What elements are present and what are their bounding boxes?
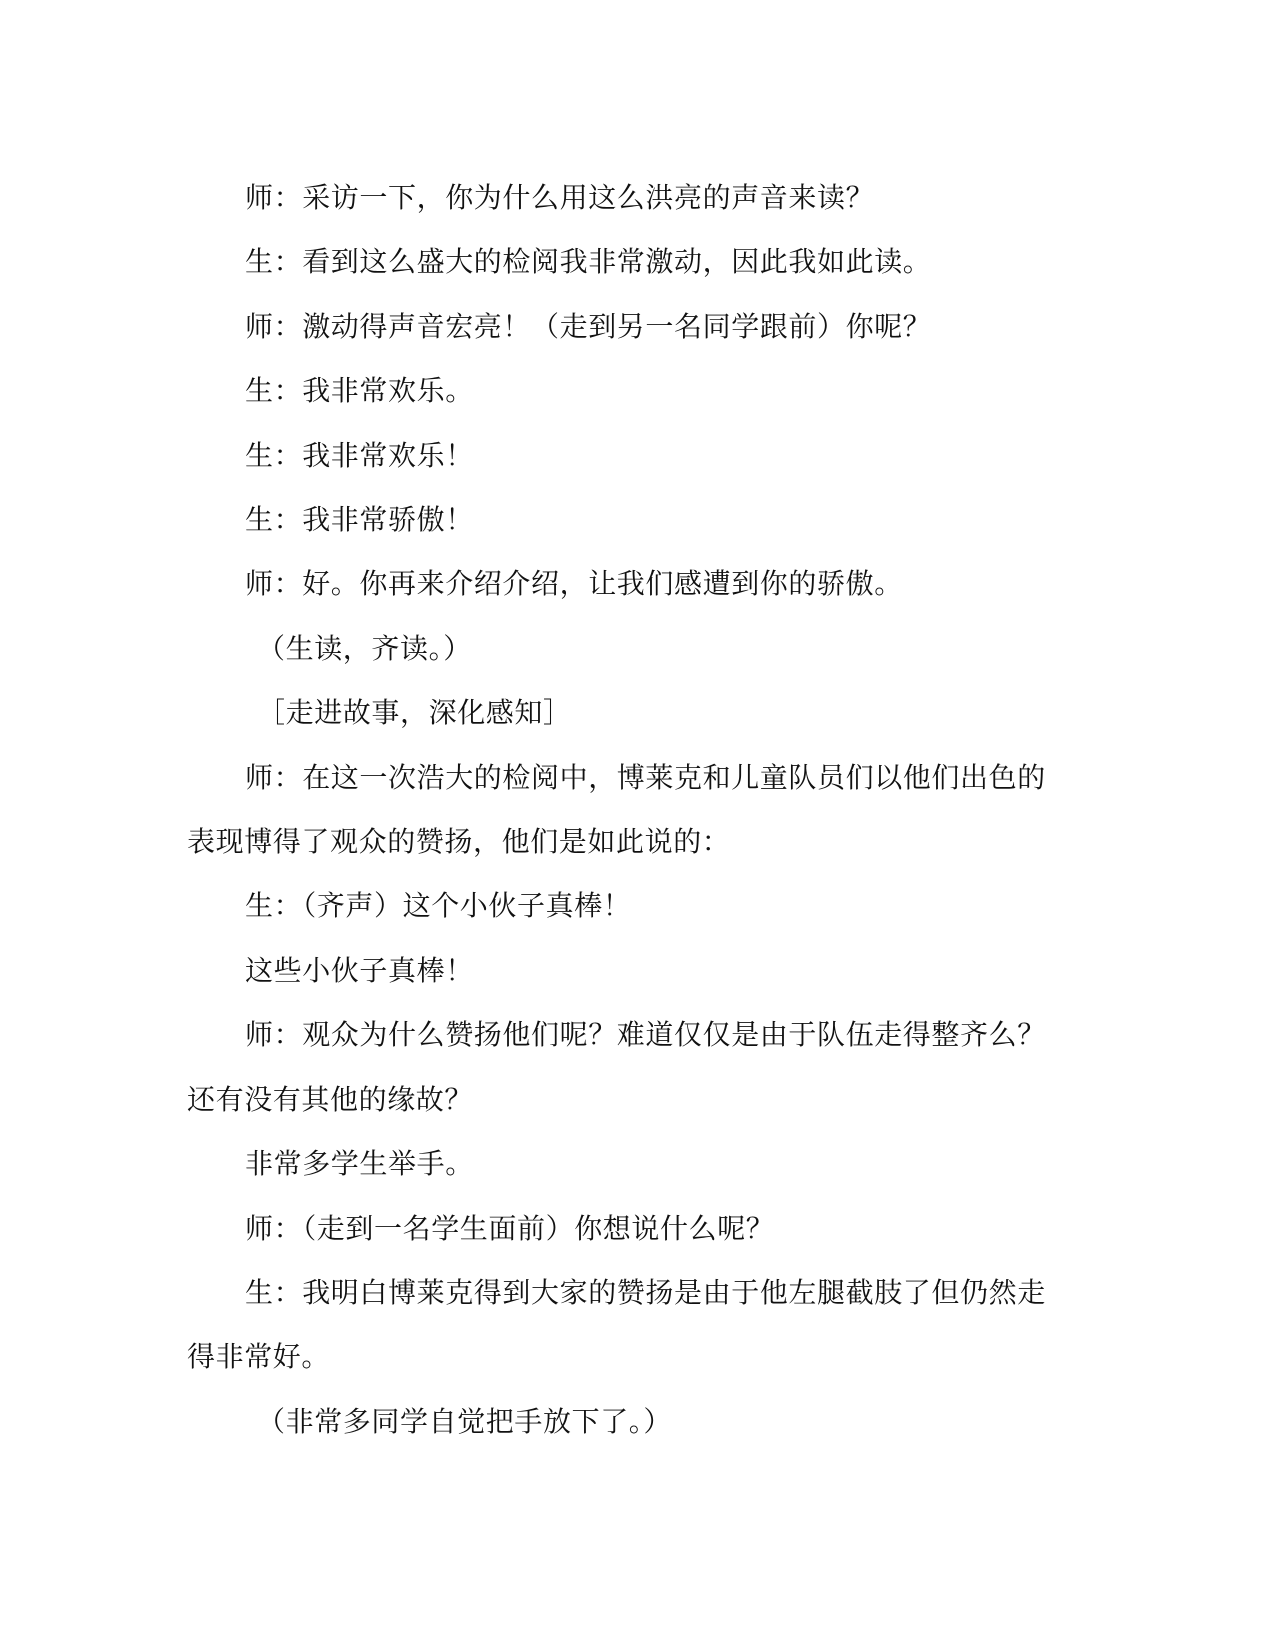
paragraph-2: 生：看到这么盛大的检阅我非常激动，因此我如此读。 [245,245,932,279]
paragraph-6: 生：我非常骄傲！ [245,503,474,537]
paragraph-10: 师：在这一次浩大的检阅中，博莱克和儿童队员们以他们出色的表现博得了观众的赞扬，他们是如此说的： [187,760,1046,859]
section-heading: ［走进故事，深化感知］ [257,696,572,730]
paragraph-5: 生：我非常欢乐！ [245,438,474,472]
paragraph-7: 师：好。你再来介绍介绍，让我们感遭到你的骄傲。 [245,567,903,601]
paragraph-11: 生：（齐声）这个小伙子真棒！ [245,889,632,923]
paragraph-1: 师：采访一下，你为什么用这么洪亮的声音来读？ [245,181,875,214]
paragraph-3: 师：激动得声音宏亮！（走到另一名同学跟前）你呢？ [245,309,932,343]
paragraph-12: 这些小伙子真棒！ [245,953,474,987]
paragraph-16: 生：我明白博莱克得到大家的赞扬是由于他左腿截肢了但仍然走得非常好。 [187,1275,1046,1374]
document-body [187,166,1067,1454]
paragraph-17: （非常多同学自觉把手放下了。） [257,1404,673,1438]
paragraph-14: 非常多学生举手。 [245,1147,474,1181]
paragraph-13: 师：观众为什么赞扬他们呢？难道仅仅是由于队伍走得整齐么？还有没有其他的缘故？ [187,1018,1046,1116]
paragraph-15: 师：（走到一名学生面前）你想说什么呢？ [245,1211,775,1245]
paragraph-4: 生：我非常欢乐。 [245,374,474,408]
paragraph-8: （生读，齐读。） [257,631,472,665]
